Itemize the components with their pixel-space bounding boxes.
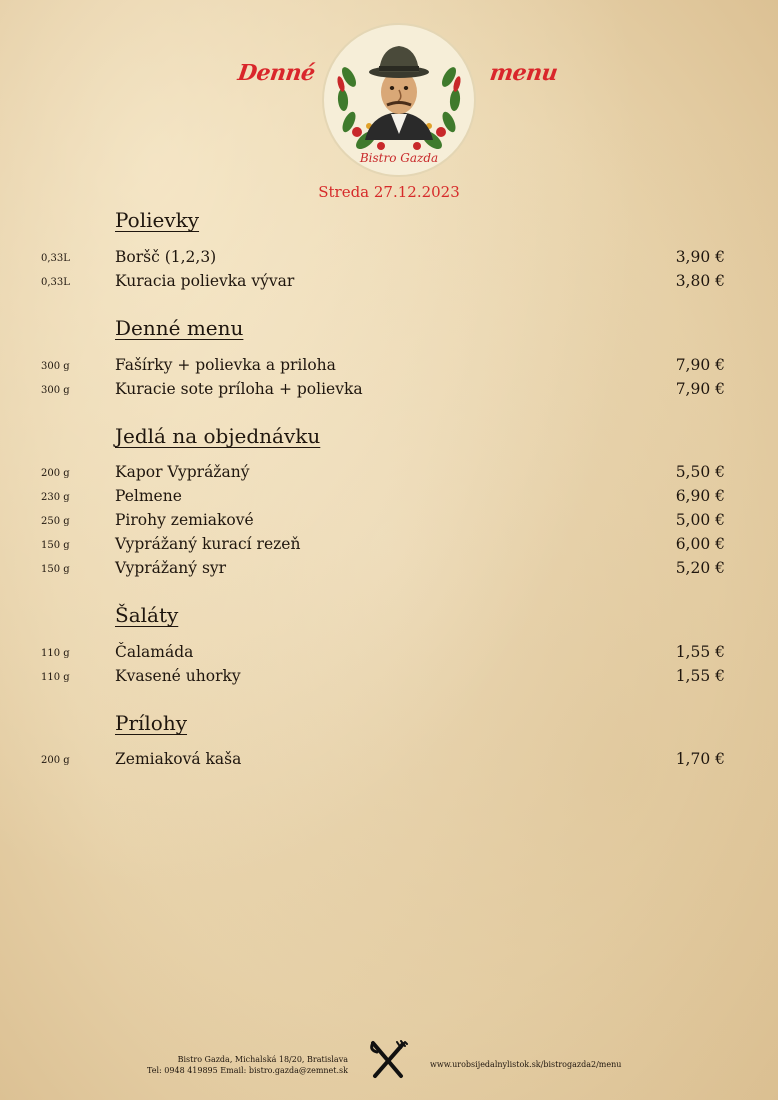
item-quantity: 250 g <box>41 516 70 527</box>
menu-item <box>0 643 778 667</box>
section-title-polievky: Polievky <box>115 208 200 232</box>
item-quantity: 200 g <box>41 468 70 479</box>
menu-item <box>0 487 778 511</box>
menu-date: Streda 27.12.2023 <box>318 183 460 201</box>
item-name: Kvasené uhorky <box>115 667 241 685</box>
menu-item <box>0 750 778 774</box>
item-name: Zemiaková kaša <box>115 750 242 768</box>
item-name: Kapor Vyprážaný <box>115 463 250 481</box>
item-price: 1,55 € <box>675 643 725 661</box>
item-price: 7,90 € <box>675 380 725 398</box>
item-name: Kuracia polievka vývar <box>115 272 295 290</box>
fork-knife-icon <box>367 1040 409 1080</box>
item-name: Kuracie sote príloha + polievka <box>115 380 363 398</box>
menu-item <box>0 248 778 272</box>
menu-item <box>0 559 778 583</box>
item-price: 6,90 € <box>675 487 725 505</box>
title-denne: Denné <box>236 60 317 86</box>
item-price: 5,50 € <box>675 463 725 481</box>
svg-text:Bistro Gazda: Bistro Gazda <box>359 151 439 165</box>
item-price: 3,90 € <box>675 248 725 266</box>
section-title-prilohy: Prílohy <box>115 711 188 735</box>
menu-item <box>0 463 778 487</box>
item-price: 6,00 € <box>675 535 725 553</box>
menu-item <box>0 380 778 404</box>
item-name: Čalamáda <box>115 643 194 661</box>
section-title-jedla-na-objednavku: Jedlá na objednávku <box>115 424 321 448</box>
item-quantity: 300 g <box>41 361 70 372</box>
menu-item <box>0 511 778 535</box>
item-quantity: 0,33L <box>41 253 70 264</box>
menu-item <box>0 356 778 380</box>
item-name: Pelmene <box>115 487 182 505</box>
item-quantity: 230 g <box>41 492 70 503</box>
item-price: 5,00 € <box>675 511 725 529</box>
item-name: Boršč (1,2,3) <box>115 248 217 266</box>
item-price: 5,20 € <box>675 559 725 577</box>
item-price: 7,90 € <box>675 356 725 374</box>
section-title-salaty: Šaláty <box>115 603 179 627</box>
menu-item <box>0 667 778 691</box>
item-quantity: 300 g <box>41 385 70 396</box>
item-quantity: 110 g <box>41 648 70 659</box>
footer-contact: Tel: 0948 419895 Email: bistro.gazda@zemnet.sk <box>147 1066 348 1075</box>
item-price: 1,55 € <box>675 667 725 685</box>
footer-contact-block <box>110 1054 348 1076</box>
item-name: Vyprážaný kurací rezeň <box>115 535 301 553</box>
footer-website: www.urobsijedalnylistok.sk/bistrogazda2/menu <box>430 1060 622 1069</box>
footer-address: Bistro Gazda, Michalská 18/20, Bratislava <box>177 1055 348 1064</box>
item-name: Fašírky + polievka a priloha <box>115 356 336 374</box>
section-title-denne-menu: Denné menu <box>115 316 244 340</box>
item-quantity: 150 g <box>41 540 70 551</box>
menu-item <box>0 272 778 296</box>
item-name: Pirohy zemiakové <box>115 511 254 529</box>
title-menu: menu <box>488 60 560 86</box>
item-price: 1,70 € <box>675 750 725 768</box>
menu-item <box>0 535 778 559</box>
item-name: Vyprážaný syr <box>115 559 227 577</box>
bistro-gazda-logo <box>321 22 477 178</box>
item-price: 3,80 € <box>675 272 725 290</box>
item-quantity: 150 g <box>41 564 70 575</box>
item-quantity: 110 g <box>41 672 70 683</box>
item-quantity: 0,33L <box>41 277 70 288</box>
item-quantity: 200 g <box>41 755 70 766</box>
